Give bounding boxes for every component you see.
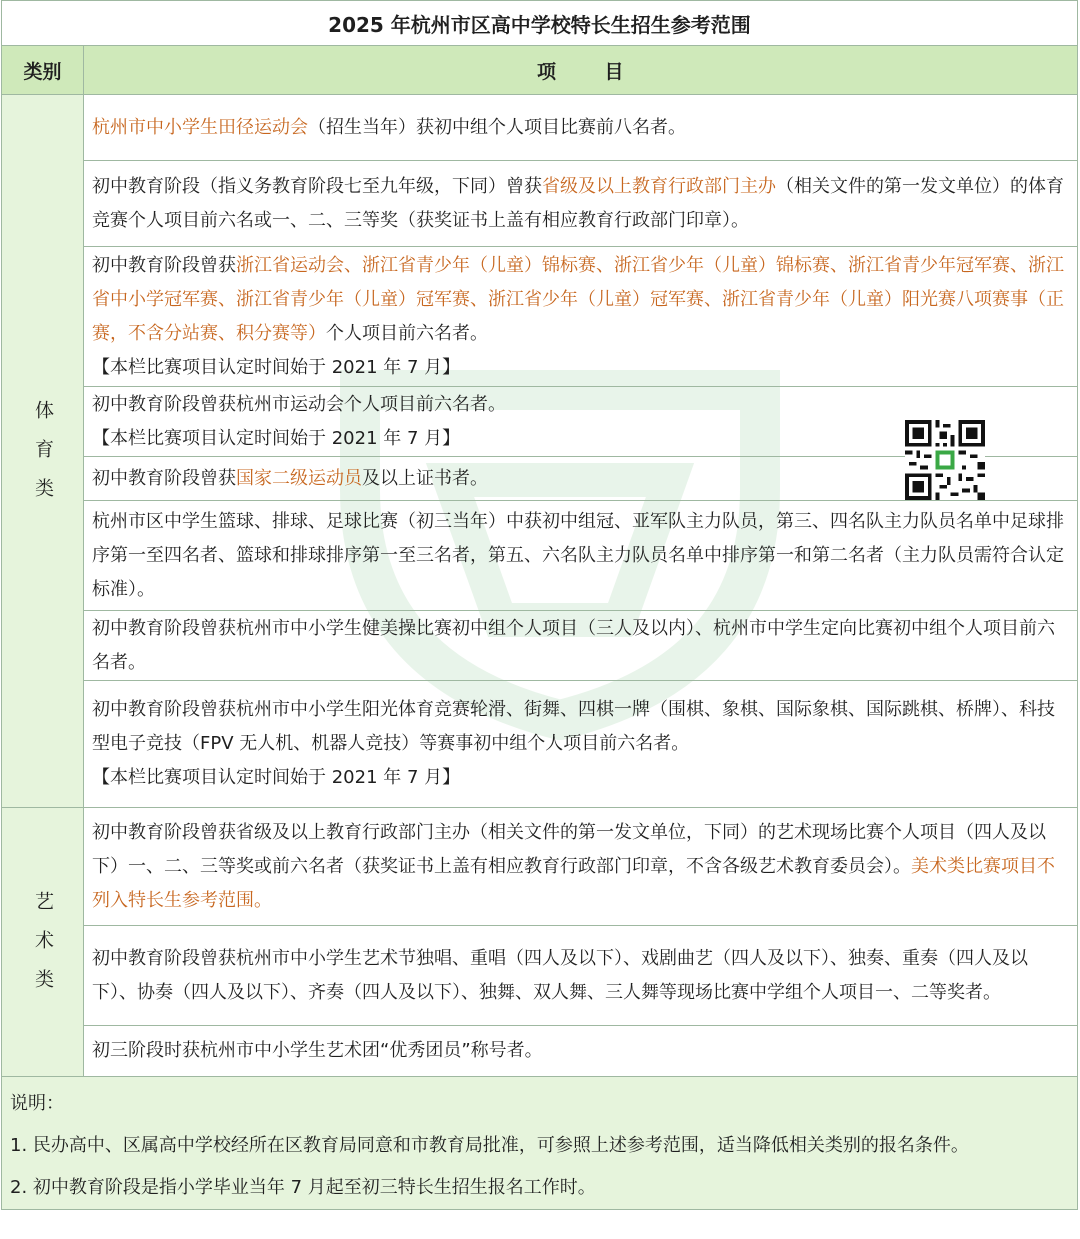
group-arts (2, 808, 1077, 1077)
body-text: （招生当年）获初中组个人项目比赛前八名者。 (308, 116, 686, 138)
category-sports: 体育类 (32, 399, 54, 517)
highlight-text: 省级及以上教育行政部门主办 (542, 175, 776, 197)
body-text: 杭州市区中学生篮球、排球、足球比赛（初三当年）中获初中组冠、亚军队主力队员，第三、四名队主力队员名单中足球排序第一至四名者、篮球和排球排序第一至三名者，第五、六名队主力队员名单中排序第一和第二名者（主力队员需符合认定标准）。 (92, 510, 1064, 600)
body-text: 初中教育阶段曾获杭州市运动会个人项目前六名者。 (92, 393, 506, 415)
item-text (92, 505, 1069, 607)
body-text: （相关文件的第一发文单位）的体育竞赛个人项目前六名或一、二、三等奖（获奖证书上盖有相应教育行政部门印章）。 (92, 175, 1064, 231)
sports-item-7 (84, 611, 1077, 681)
category-arts: 艺术类 (32, 890, 54, 1008)
body-text: 初中教育阶段曾获省级及以上教育行政部门主办（相关文件的第一发文单位，下同）的艺术现场比赛个人项目（四人及以下）一、二、三等奖或前六名者（获奖证书上盖有相应教育行政部门印章，不含各级艺术教育委员会）。 (92, 821, 1046, 877)
arts-item-1 (84, 808, 1077, 926)
item-text (92, 942, 1069, 1010)
sports-item-6 (84, 501, 1077, 611)
footer-note-2: 2. 初中教育阶段是指小学毕业当年 7 月起至初三特长生招生报名工作时。 (10, 1177, 596, 1198)
admission-table (1, 0, 1078, 1210)
body-text: 初中教育阶段曾获杭州市中小学生阳光体育竞赛轮滑、街舞、四棋一牌（围棋、象棋、国际象棋、国际跳棋、桥牌）、科技型电子竞技（FPV 无人机、机器人竞技）等赛事初中组个人项目前六名者。 (92, 699, 1055, 754)
body-text: 初中教育阶段曾获 (92, 467, 236, 489)
sports-item-2 (84, 161, 1077, 247)
item-text (92, 111, 1069, 145)
table-title: 2025 年杭州市区高中学校特长生招生参考范围 (2, 1, 1077, 46)
body-text: 初中教育阶段曾获杭州市中小学生健美操比赛初中组个人项目（三人及以内）、杭州市中学生定向比赛初中组个人项目前六名者。 (92, 617, 1055, 673)
body-text: 及以上证书者。 (362, 467, 488, 489)
highlight-text: 美术类比赛项目不列入特长生参考范围。 (92, 855, 1055, 911)
item-text (92, 170, 1069, 238)
arts-item-2 (84, 926, 1077, 1026)
sports-item-1 (84, 95, 1077, 161)
item-note: 【本栏比赛项目认定时间始于 2021 年 7 月】 (92, 427, 461, 449)
header-item-b: 目 (604, 60, 625, 83)
qr-code-icon (905, 420, 985, 500)
item-note: 【本栏比赛项目认定时间始于 2021 年 7 月】 (92, 767, 461, 788)
body-text: 初中教育阶段曾获 (92, 254, 236, 276)
highlight-text: 杭州市中小学生田径运动会 (92, 116, 308, 138)
item-text (92, 388, 1069, 422)
highlight-text: 浙江省运动会、浙江省青少年（儿童）锦标赛、浙江省少年（儿童）锦标赛、浙江省青少年冠军赛、浙江省中小学冠军赛、浙江省青少年（儿童）冠军赛、浙江省少年（儿童）冠军赛、浙江省青少年（儿童）阳光赛八项赛事（正赛，不含分站赛、积分赛等） (92, 254, 1064, 344)
item-text (92, 249, 1069, 351)
arts-items (84, 808, 1077, 1076)
body-text: 初三阶段时获杭州市中小学生艺术团“优秀团员”称号者。 (92, 1040, 543, 1061)
arts-item-3 (84, 1026, 1077, 1076)
body-text: 初中教育阶段（指义务教育阶段七至九年级，下同）曾获 (92, 175, 542, 197)
sports-item-8 (84, 681, 1077, 807)
highlight-text: 国家二级运动员 (236, 467, 362, 489)
category-arts-cell (2, 808, 84, 1076)
item-note: 【本栏比赛项目认定时间始于 2021 年 7 月】 (92, 356, 461, 378)
category-sports-cell (2, 95, 84, 807)
header-item-a: 项 (536, 60, 557, 83)
table-header (2, 46, 1077, 95)
body-text: 个人项目前六名者。 (326, 322, 488, 344)
footer-notes (2, 1077, 1077, 1209)
item-text (92, 1034, 1069, 1068)
footer-label: 说明： (10, 1093, 64, 1114)
sports-item-3 (84, 247, 1077, 387)
footer-note-1: 1. 民办高中、区属高中学校经所在区教育局同意和市教育局批准，可参照上述参考范围，适当降低相关类别的报名条件。 (10, 1135, 969, 1156)
header-category: 类别 (2, 46, 84, 94)
item-text (92, 816, 1069, 918)
item-text (92, 693, 1069, 761)
item-text (92, 612, 1069, 680)
body-text: 初中教育阶段曾获杭州市中小学生艺术节独唱、重唱（四人及以下）、戏剧曲艺（四人及以下）、独奏、重奏（四人及以下）、协奏（四人及以下）、齐奏（四人及以下）、独舞、双人舞、三人舞等现场比赛中学组个人项目一、二等奖者。 (92, 947, 1028, 1003)
header-item (84, 46, 1077, 94)
